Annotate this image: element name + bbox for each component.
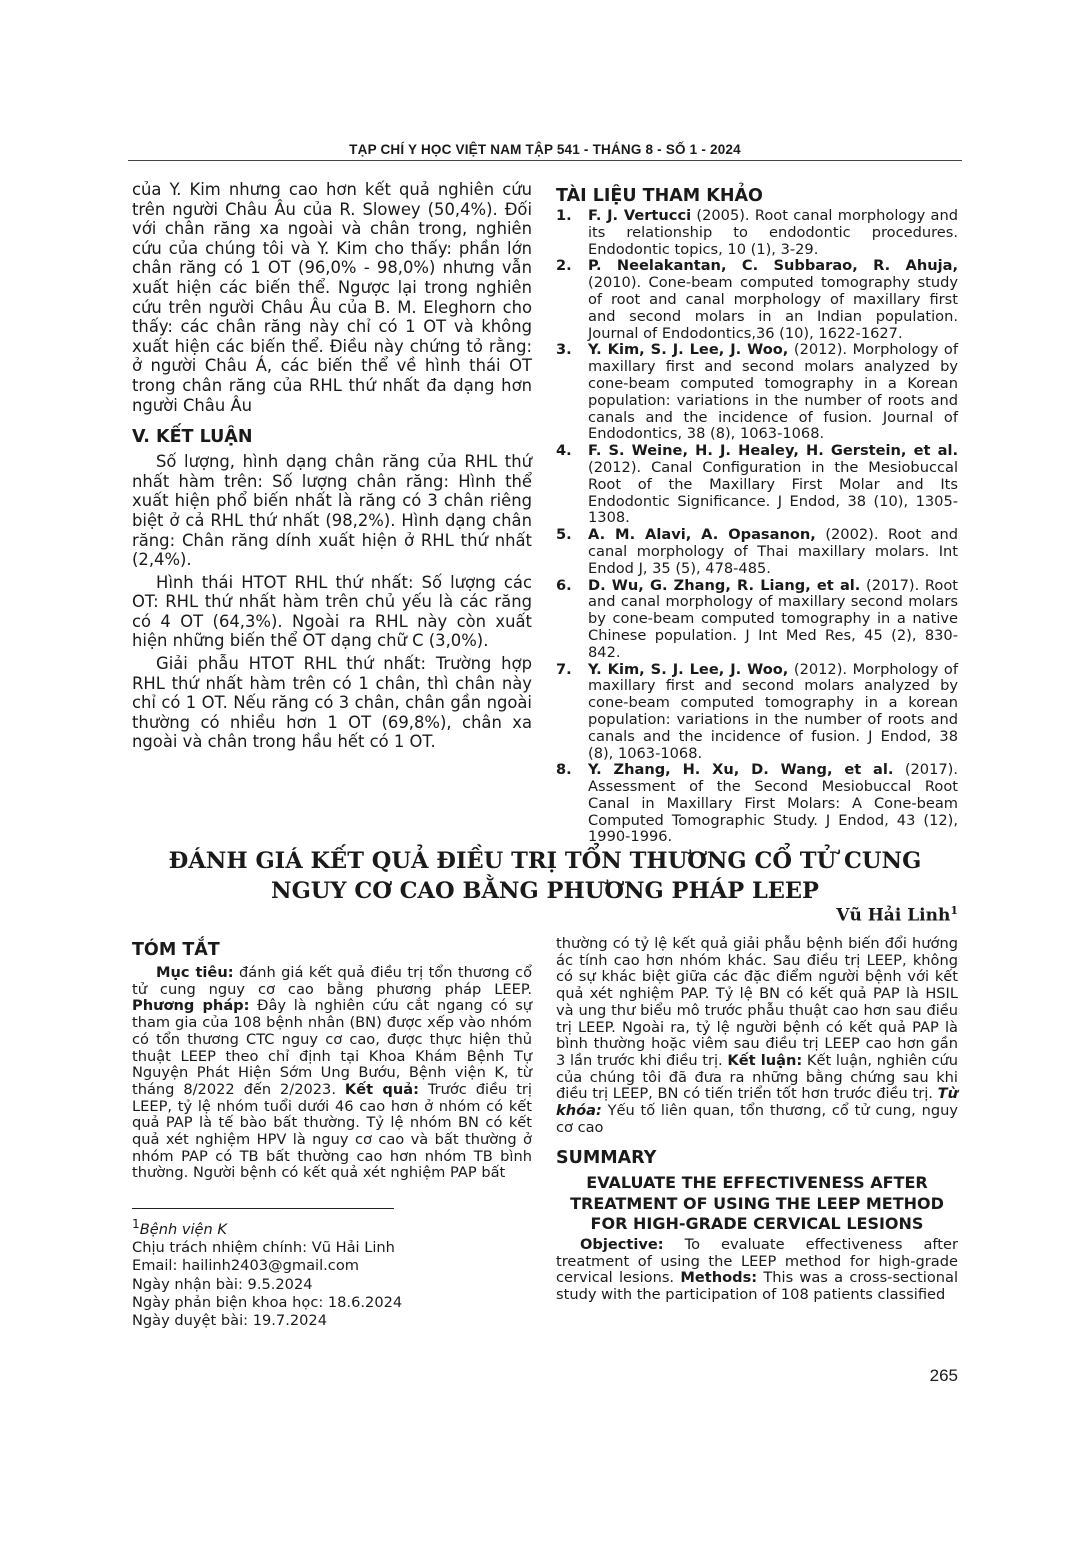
- method-label: Phương pháp:: [132, 997, 250, 1015]
- header-rule: [128, 160, 962, 161]
- reference-number: 5.: [556, 526, 572, 544]
- summary-title-line: FOR HIGH-GRADE CERVICAL LESIONS: [590, 1214, 924, 1234]
- summary-title: [556, 1173, 958, 1235]
- reference-details: (2017). Assessment of the Second Mesiobuccal Root Canal in Maxillary First Molars: A Cone-beam Computed Tomographic Study. J Endod, 43 (12), 1990-1996.: [588, 761, 958, 846]
- conclusion-paragraph: Giải phẫu HTOT RHL thứ nhất: Trường hợp RHL thứ nhất hàm trên có 1 chân, thì chân này chỉ có 1 OT. Nếu răng có 3 chân, chân gần ngoài thường có nhiều hơn 1 OT (69,8%), chân xa ngoài và chân trong hầu hết có 1 OT.: [132, 654, 532, 752]
- author-name: Vũ Hải Linh: [836, 905, 951, 926]
- keywords-text: Yếu tố liên quan, tổn thương, cổ tử cung, nguy cơ cao: [556, 1102, 958, 1136]
- reference-number: 4.: [556, 442, 572, 460]
- reference-item: [556, 342, 958, 443]
- reference-item: [556, 527, 958, 577]
- reference-item: [556, 578, 958, 662]
- conclusion-text: Kết luận, nghiên cứu của chúng tôi đã đưa ra những bằng chứng sau khi điều trị LEEP, BN có tiến triển tốt hơn trước điều trị.: [556, 1051, 958, 1103]
- page-number: 265: [929, 1366, 958, 1385]
- article-title-line: ĐÁNH GIÁ KẾT QUẢ ĐIỀU TRỊ TỔN THƯƠNG CỔ TỬ CUNG: [168, 848, 922, 874]
- reference-number: 3.: [556, 341, 572, 359]
- reference-number: 7.: [556, 660, 572, 678]
- prev-article-left-column: [132, 180, 532, 752]
- reference-authors: P. Neelakantan, C. Subbarao, R. Ahuja,: [588, 257, 958, 275]
- reference-item: [556, 762, 958, 846]
- reference-authors: D. Wu, G. Zhang, R. Liang, et al.: [588, 576, 861, 594]
- conclusion-paragraph: Số lượng, hình dạng chân răng của RHL thứ nhất hàm trên: Số lượng chân răng: Hình thể xuất hiện phổ biến nhất là răng có 3 chân riêng biệt ở cả RHL thứ nhất (98,2%). Hình dạng chân răng: Chân răng dính xuất hiện ở RHL thứ nhất (2,4%).: [132, 452, 532, 570]
- article-title-line: NGUY CƠ CAO BẰNG PHƯƠNG PHÁP LEEP: [271, 878, 819, 904]
- reference-details: (2010). Cone-beam computed tomography study of root and canal morphology of maxillary first and second molars in an Indian population. Journal of Endodontics,36 (10), 1622-1627.: [588, 274, 958, 342]
- summary-title-line: TREATMENT OF USING THE LEEP METHOD: [570, 1193, 944, 1213]
- reference-list: [556, 208, 958, 846]
- reference-authors: Y. Kim, S. J. Lee, J. Woo,: [588, 341, 789, 359]
- result-label: Kết quả:: [344, 1080, 419, 1098]
- conclusion-paragraph: Hình thái HTOT RHL thứ nhất: Số lượng các OT: RHL thứ nhất hàm trên chủ yếu là các răng có 4 OT (64,3%). Ngoài ra RHL này còn xuất hiện những biến thể OT dạng chữ C (3,0%).: [132, 572, 532, 651]
- affiliation-text: Bệnh viện K: [139, 1221, 227, 1238]
- method-text: Đây là nghiên cứu cắt ngang có sự tham gia của 108 bệnh nhân (BN) được xếp vào nhóm có tổn thương CTC nguy cơ cao, được thực hiện thủ thuật LEEP theo chỉ định tại Khoa Khám Bệnh Tự Nguyện Phát Hiện Sớm Ung Bướu, Bệnh viện K, từ tháng 8/2022 đến 2/2023.: [132, 997, 532, 1098]
- reference-item: [556, 662, 958, 763]
- abstract-heading: TÓM TẮT: [132, 940, 220, 960]
- footnote-review-date: Ngày phản biện khoa học: 18.6.2024: [132, 1293, 403, 1311]
- reference-authors: Y. Kim, S. J. Lee, J. Woo,: [588, 660, 789, 678]
- summary-objective-text: To evaluate effectiveness after treatment of using the LEEP method for high-grade cervical lesions.: [556, 1235, 958, 1287]
- references-heading: TÀI LIỆU THAM KHẢO: [556, 186, 763, 206]
- conclusion-label: Kết luận:: [727, 1051, 803, 1069]
- reference-authors: A. M. Alavi, A. Opasanon,: [588, 526, 816, 544]
- conclusion-heading: V. KẾT LUẬN: [132, 427, 253, 448]
- footnote-responsible: Chịu trách nhiệm chính: Vũ Hải Linh: [132, 1239, 395, 1257]
- footnote-email: Email: hailinh2403@gmail.com: [132, 1257, 359, 1275]
- reference-details: (2012). Canal Configuration in the Mesiobuccal Root of the Maxillary First Molar and Its Endodontic Significance. J Endod, 38 (10), 1305-1308.: [588, 458, 958, 527]
- result-text: Trước điều trị LEEP, tỷ lệ nhóm tuổi dưới 46 cao hơn ở nhóm có kết quả PAP là tế bào bất thường. Tỷ lệ nhóm BN có kết quả xét nghiệm HPV là nguy cơ cao và bất thường ở nhóm PAP có TB bất thường cao hơn nhóm TB bình thường. Người bệnh có kết quả xét nghiệm PAP bất: [132, 1080, 532, 1182]
- reference-number: 2.: [556, 257, 572, 275]
- objective-label: Mục tiêu:: [156, 964, 234, 981]
- reference-authors: F. J. Vertucci: [588, 207, 692, 224]
- reference-item: [556, 208, 958, 258]
- summary-paragraph: [556, 1237, 958, 1304]
- reference-authors: Y. Zhang, H. Xu, D. Wang, et al.: [588, 761, 894, 779]
- abstract-paragraph: [132, 965, 532, 1182]
- reference-details: (2005). Root canal morphology and its relationship to endodontic procedures. Endodontic topics, 10 (1), 3-29.: [588, 207, 958, 258]
- author-affiliation-marker: 1: [950, 904, 958, 917]
- discussion-tail-paragraph: của Y. Kim nhưng cao hơn kết quả nghiên cứu trên người Châu Âu của R. Slowey (50,4%). Đối với chân răng xa ngoài và chân trong, nghiên cứu của chúng tôi và Y. Kim cho thấy: phần lớn chân răng có 1 OT (96,0% - 98,0%) nhưng vẫn xuất hiện các biến thể. Ngược lại trong nghiên cứu trên người Châu Âu của B. M. Eleghorn cho thấy: các chân răng này chỉ có 1 OT và không xuất hiện các biến thể. Điều này chứng tỏ rằng: ở người Châu Á, các biến thể về hình thái OT trong chân răng của RHL thứ nhất đa dạng hơn người Châu Âu: [132, 180, 532, 415]
- affiliation-marker: 1: [132, 1217, 140, 1232]
- summary-objective-label: Objective:: [580, 1235, 664, 1253]
- reference-details: (2017). Root and canal morphology of maxillary second molars by cone-beam computed tomography in a native Chinese population. J Int Med Res, 45 (2), 830-842.: [588, 576, 958, 661]
- reference-details: (2012). Morphology of maxillary first and second molars analyzed by cone-beam computed tomography in a korean population: variations in the number of roots and canals and the incidence of fusion. J Endod, 38 (8), 1063-1068.: [588, 660, 958, 762]
- abstract-right-column: [556, 936, 958, 1304]
- summary-title-line: EVALUATE THE EFFECTIVENESS AFTER: [586, 1173, 928, 1193]
- references-column: [556, 186, 958, 846]
- running-head: TẠP CHÍ Y HỌC VIỆT NAM TẬP 541 - THÁNG 8 - SỐ 1 - 2024: [349, 142, 741, 157]
- summary-heading: SUMMARY: [556, 1148, 657, 1169]
- summary-method-text: This was a cross-sectional study with the participation of 108 patients classified: [556, 1269, 959, 1304]
- article-title: [0, 846, 1090, 906]
- footnote-received-date: Ngày nhận bài: 9.5.2024: [132, 1275, 313, 1293]
- reference-number: 8.: [556, 761, 572, 779]
- objective-text: đánh giá kết quả điều trị tổn thương cổ tử cung nguy cơ cao bằng phương pháp LEEP.: [132, 964, 532, 998]
- summary-method-label: Methods:: [680, 1269, 758, 1287]
- reference-details: (2002). Root and canal morphology of Thai maxillary molars. Int Endod J, 35 (5), 478-485.: [588, 526, 958, 577]
- reference-item: [556, 443, 958, 527]
- abstract-left-column: [132, 940, 532, 1330]
- footnote-accepted-date: Ngày duyệt bài: 19.7.2024: [132, 1312, 327, 1330]
- result-text-continued: thường có tỷ lệ kết quả giải phẫu bệnh biến đổi hướng ác tính cao hơn nhóm khác. Sau điều trị LEEP, không có sự khác biệt giữa các đặc điểm người bệnh với kết quả xét nghiệm PAP. Tỷ lệ BN có kết quả PAP là HSIL và ung thư biểu mô trước phẫu thuật cao hơn sau điều trị LEEP. Ngoài ra, tỷ lệ người bệnh có kết quả PAP là bình thường hoặc viêm sau điều trị LEEP cao hơn gần 3 lần trước khi điều trị.: [556, 935, 958, 1069]
- footnote-affiliation: [132, 1215, 532, 1239]
- reference-number: 6.: [556, 576, 572, 594]
- footnote-rule: [132, 1208, 394, 1209]
- abstract-paragraph-continued: [556, 936, 958, 1136]
- reference-details: (2012). Morphology of maxillary first and second molars analyzed by cone-beam computed tomography in a Korean population: variations in the number of roots and canals and the incidence of fusion. Journal of Endodontics, 38 (8), 1063-1068.: [588, 341, 958, 443]
- reference-item: [556, 258, 958, 342]
- article-author: [836, 904, 958, 926]
- reference-number: 1.: [556, 207, 572, 224]
- reference-authors: F. S. Weine, H. J. Healey, H. Gerstein, et al.: [588, 442, 958, 460]
- keywords-label: Từ khóa:: [556, 1085, 958, 1120]
